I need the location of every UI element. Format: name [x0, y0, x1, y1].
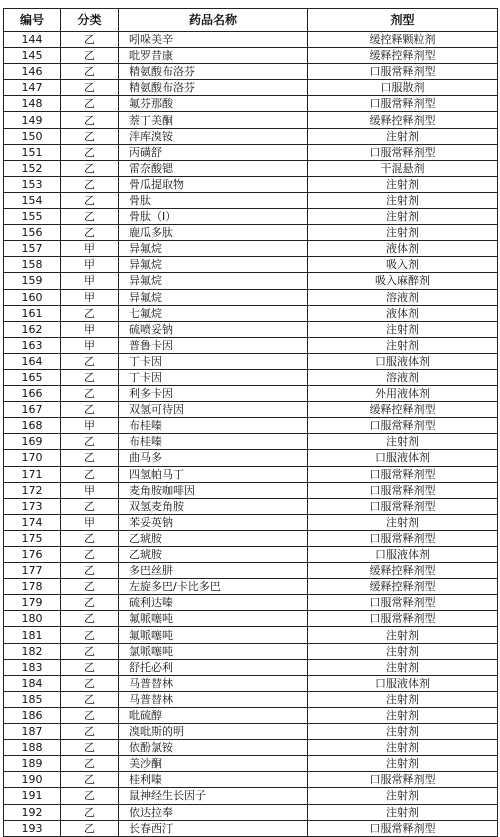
cell-drug-name: 布桂嗪: [119, 434, 308, 450]
cell-number: 179: [4, 595, 61, 611]
cell-drug-name: 利多卡因: [119, 386, 308, 402]
cell-number: 156: [4, 225, 61, 241]
cell-number: 174: [4, 514, 61, 530]
cell-number: 149: [4, 112, 61, 128]
cell-dosage-form: 液体剂: [308, 305, 498, 321]
cell-dosage-form: 注射剂: [308, 788, 498, 804]
cell-category: 乙: [61, 579, 119, 595]
table-row: [4, 498, 498, 514]
cell-category: 乙: [61, 176, 119, 192]
cell-dosage-form: 外用液体剂: [308, 386, 498, 402]
cell-number: 171: [4, 466, 61, 482]
cell-dosage-form: 注射剂: [308, 225, 498, 241]
table-row: [4, 450, 498, 466]
cell-number: 181: [4, 627, 61, 643]
cell-category: 乙: [61, 466, 119, 482]
cell-drug-name: 硫喷妥钠: [119, 321, 308, 337]
cell-drug-name: 鹿瓜多肽: [119, 225, 308, 241]
cell-dosage-form: 口服散剂: [308, 80, 498, 96]
cell-dosage-form: 口服常释剂型: [308, 820, 498, 836]
table-row: [4, 707, 498, 723]
table-row: [4, 466, 498, 482]
cell-number: 177: [4, 563, 61, 579]
cell-dosage-form: 注射剂: [308, 691, 498, 707]
table-row: [4, 611, 498, 627]
cell-dosage-form: 注射剂: [308, 209, 498, 225]
table-row: [4, 209, 498, 225]
cell-category: 乙: [61, 643, 119, 659]
cell-drug-name: 异氟烷: [119, 273, 308, 289]
cell-dosage-form: 溶液剂: [308, 289, 498, 305]
cell-dosage-form: 注射剂: [308, 337, 498, 353]
cell-category: 乙: [61, 48, 119, 64]
cell-number: 186: [4, 707, 61, 723]
table-row: [4, 691, 498, 707]
cell-dosage-form: 口服常释剂型: [308, 144, 498, 160]
cell-category: 乙: [61, 772, 119, 788]
cell-number: 165: [4, 369, 61, 385]
cell-category: 乙: [61, 498, 119, 514]
cell-category: 乙: [61, 305, 119, 321]
cell-number: 184: [4, 675, 61, 691]
cell-category: 甲: [61, 289, 119, 305]
cell-number: 191: [4, 788, 61, 804]
cell-drug-name: 苯妥英钠: [119, 514, 308, 530]
cell-number: 190: [4, 772, 61, 788]
table-row: [4, 418, 498, 434]
table-row: [4, 241, 498, 257]
cell-dosage-form: 口服常释剂型: [308, 482, 498, 498]
table-header: [4, 9, 498, 32]
cell-number: 189: [4, 756, 61, 772]
cell-drug-name: 氟哌噻吨: [119, 627, 308, 643]
cell-drug-name: 左旋多巴/卡比多巴: [119, 579, 308, 595]
cell-category: 甲: [61, 273, 119, 289]
cell-category: 乙: [61, 80, 119, 96]
cell-drug-name: 布桂嗪: [119, 418, 308, 434]
cell-category: 甲: [61, 257, 119, 273]
cell-dosage-form: 口服液体剂: [308, 675, 498, 691]
table-row: [4, 595, 498, 611]
cell-number: 155: [4, 209, 61, 225]
cell-category: 乙: [61, 64, 119, 80]
cell-number: 158: [4, 257, 61, 273]
cell-dosage-form: 注射剂: [308, 176, 498, 192]
cell-dosage-form: 注射剂: [308, 627, 498, 643]
table-row: [4, 305, 498, 321]
cell-category: 乙: [61, 112, 119, 128]
cell-number: 150: [4, 128, 61, 144]
cell-drug-name: 多巴丝肼: [119, 563, 308, 579]
table-row: [4, 80, 498, 96]
cell-number: 152: [4, 160, 61, 176]
cell-number: 147: [4, 80, 61, 96]
cell-dosage-form: 注射剂: [308, 740, 498, 756]
cell-drug-name: 吲哚美辛: [119, 32, 308, 48]
cell-drug-name: 氟芬那酸: [119, 96, 308, 112]
cell-drug-name: 依酚氯铵: [119, 740, 308, 756]
cell-drug-name: 异氟烷: [119, 257, 308, 273]
cell-drug-name: 乙琥胺: [119, 547, 308, 563]
cell-dosage-form: 口服液体剂: [308, 450, 498, 466]
cell-drug-name: 双氢麦角胺: [119, 498, 308, 514]
cell-dosage-form: 口服常释剂型: [308, 595, 498, 611]
cell-category: 乙: [61, 756, 119, 772]
cell-number: 153: [4, 176, 61, 192]
table-row: [4, 337, 498, 353]
cell-drug-name: 乙琥胺: [119, 530, 308, 546]
cell-category: 乙: [61, 707, 119, 723]
table-row: [4, 804, 498, 820]
cell-category: 甲: [61, 514, 119, 530]
cell-number: 178: [4, 579, 61, 595]
cell-category: 乙: [61, 804, 119, 820]
cell-category: 乙: [61, 96, 119, 112]
cell-dosage-form: 注射剂: [308, 659, 498, 675]
cell-drug-name: 骨肽（Ⅰ）: [119, 209, 308, 225]
cell-drug-name: 马普替林: [119, 675, 308, 691]
cell-category: 乙: [61, 627, 119, 643]
cell-number: 159: [4, 273, 61, 289]
table-row: [4, 772, 498, 788]
drug-table: [3, 8, 498, 837]
cell-number: 188: [4, 740, 61, 756]
cell-drug-name: 曲马多: [119, 450, 308, 466]
cell-category: 甲: [61, 337, 119, 353]
table-row: [4, 273, 498, 289]
table-body: [4, 32, 498, 837]
cell-dosage-form: 口服常释剂型: [308, 772, 498, 788]
cell-drug-name: 美沙酮: [119, 756, 308, 772]
table-row: [4, 643, 498, 659]
cell-drug-name: 七氟烷: [119, 305, 308, 321]
cell-number: 157: [4, 241, 61, 257]
cell-category: 乙: [61, 595, 119, 611]
table-row: [4, 32, 498, 48]
cell-drug-name: 舒托必利: [119, 659, 308, 675]
cell-dosage-form: 注射剂: [308, 514, 498, 530]
cell-category: 乙: [61, 563, 119, 579]
table-row: [4, 144, 498, 160]
table-row: [4, 353, 498, 369]
cell-number: 180: [4, 611, 61, 627]
cell-dosage-form: 缓释控释剂型: [308, 563, 498, 579]
table-row: [4, 257, 498, 273]
cell-drug-name: 骨肽: [119, 192, 308, 208]
cell-dosage-form: 注射剂: [308, 707, 498, 723]
cell-number: 144: [4, 32, 61, 48]
header-number: 编号: [4, 9, 61, 32]
cell-number: 187: [4, 724, 61, 740]
table-row: [4, 225, 498, 241]
cell-category: 乙: [61, 691, 119, 707]
table-row: [4, 627, 498, 643]
cell-dosage-form: 注射剂: [308, 724, 498, 740]
table-row: [4, 579, 498, 595]
cell-drug-name: 长春西汀: [119, 820, 308, 836]
cell-drug-name: 四氢帕马丁: [119, 466, 308, 482]
cell-number: 154: [4, 192, 61, 208]
cell-category: 乙: [61, 369, 119, 385]
cell-drug-name: 普鲁卡因: [119, 337, 308, 353]
cell-number: 183: [4, 659, 61, 675]
cell-category: 乙: [61, 225, 119, 241]
cell-dosage-form: 吸入剂: [308, 257, 498, 273]
cell-category: 甲: [61, 418, 119, 434]
cell-number: 193: [4, 820, 61, 836]
cell-dosage-form: 注射剂: [308, 756, 498, 772]
table-row: [4, 112, 498, 128]
cell-drug-name: 硫利达嗪: [119, 595, 308, 611]
cell-category: 乙: [61, 820, 119, 836]
cell-dosage-form: 注射剂: [308, 643, 498, 659]
cell-dosage-form: 口服常释剂型: [308, 530, 498, 546]
cell-number: 162: [4, 321, 61, 337]
cell-category: 乙: [61, 788, 119, 804]
cell-drug-name: 精氨酸布洛芬: [119, 64, 308, 80]
cell-dosage-form: 缓释控释剂型: [308, 579, 498, 595]
table-row: [4, 563, 498, 579]
cell-category: 乙: [61, 160, 119, 176]
cell-drug-name: 依达拉奉: [119, 804, 308, 820]
cell-number: 175: [4, 530, 61, 546]
table-row: [4, 820, 498, 836]
header-row: [4, 9, 498, 32]
cell-category: 乙: [61, 611, 119, 627]
cell-category: 乙: [61, 144, 119, 160]
cell-dosage-form: 口服常释剂型: [308, 418, 498, 434]
cell-dosage-form: 吸入麻醉剂: [308, 273, 498, 289]
cell-number: 167: [4, 402, 61, 418]
cell-category: 乙: [61, 530, 119, 546]
cell-number: 170: [4, 450, 61, 466]
cell-category: 乙: [61, 724, 119, 740]
cell-dosage-form: 注射剂: [308, 321, 498, 337]
cell-dosage-form: 口服液体剂: [308, 547, 498, 563]
cell-dosage-form: 干混悬剂: [308, 160, 498, 176]
cell-dosage-form: 注射剂: [308, 192, 498, 208]
cell-number: 164: [4, 353, 61, 369]
cell-dosage-form: 注射剂: [308, 434, 498, 450]
cell-drug-name: 桂利嗪: [119, 772, 308, 788]
table-row: [4, 96, 498, 112]
cell-category: 乙: [61, 128, 119, 144]
cell-number: 169: [4, 434, 61, 450]
cell-drug-name: 雷奈酸锶: [119, 160, 308, 176]
cell-drug-name: 氟哌噻吨: [119, 611, 308, 627]
cell-category: 乙: [61, 659, 119, 675]
table-row: [4, 128, 498, 144]
header-drug-name: 药品名称: [119, 9, 308, 32]
table-row: [4, 192, 498, 208]
table-row: [4, 64, 498, 80]
table-row: [4, 756, 498, 772]
cell-number: 145: [4, 48, 61, 64]
table-row: [4, 160, 498, 176]
table-row: [4, 514, 498, 530]
cell-dosage-form: 口服常释剂型: [308, 611, 498, 627]
cell-category: 乙: [61, 740, 119, 756]
cell-category: 乙: [61, 32, 119, 48]
table-row: [4, 48, 498, 64]
cell-drug-name: 鼠神经生长因子: [119, 788, 308, 804]
cell-number: 192: [4, 804, 61, 820]
cell-dosage-form: 缓控释颗粒剂: [308, 32, 498, 48]
cell-category: 乙: [61, 434, 119, 450]
cell-dosage-form: 口服常释剂型: [308, 498, 498, 514]
cell-number: 173: [4, 498, 61, 514]
cell-drug-name: 异氟烷: [119, 289, 308, 305]
table-row: [4, 176, 498, 192]
cell-number: 172: [4, 482, 61, 498]
cell-drug-name: 吡罗昔康: [119, 48, 308, 64]
cell-number: 185: [4, 691, 61, 707]
cell-number: 161: [4, 305, 61, 321]
cell-dosage-form: 口服常释剂型: [308, 64, 498, 80]
cell-dosage-form: 注射剂: [308, 128, 498, 144]
cell-dosage-form: 缓释控释剂型: [308, 402, 498, 418]
table-row: [4, 788, 498, 804]
cell-drug-name: 麦角胺咖啡因: [119, 482, 308, 498]
cell-category: 乙: [61, 675, 119, 691]
cell-number: 148: [4, 96, 61, 112]
table-row: [4, 289, 498, 305]
cell-drug-name: 丁卡因: [119, 369, 308, 385]
cell-drug-name: 丙磺舒: [119, 144, 308, 160]
table-row: [4, 434, 498, 450]
cell-number: 166: [4, 386, 61, 402]
cell-drug-name: 氯哌噻吨: [119, 643, 308, 659]
cell-category: 甲: [61, 241, 119, 257]
table-row: [4, 530, 498, 546]
cell-drug-name: 溴吡斯的明: [119, 724, 308, 740]
table-row: [4, 675, 498, 691]
cell-dosage-form: 口服常释剂型: [308, 466, 498, 482]
cell-dosage-form: 溶液剂: [308, 369, 498, 385]
cell-drug-name: 萘丁美酮: [119, 112, 308, 128]
table-row: [4, 321, 498, 337]
cell-drug-name: 异氟烷: [119, 241, 308, 257]
cell-number: 160: [4, 289, 61, 305]
cell-dosage-form: 口服液体剂: [308, 353, 498, 369]
cell-category: 乙: [61, 402, 119, 418]
cell-category: 乙: [61, 386, 119, 402]
cell-category: 乙: [61, 353, 119, 369]
table-row: [4, 402, 498, 418]
cell-number: 151: [4, 144, 61, 160]
cell-dosage-form: 液体剂: [308, 241, 498, 257]
cell-drug-name: 泮库溴铵: [119, 128, 308, 144]
table-row: [4, 386, 498, 402]
cell-drug-name: 丁卡因: [119, 353, 308, 369]
cell-category: 乙: [61, 192, 119, 208]
cell-number: 163: [4, 337, 61, 353]
cell-category: 甲: [61, 321, 119, 337]
cell-drug-name: 精氨酸布洛芬: [119, 80, 308, 96]
cell-drug-name: 双氢可待因: [119, 402, 308, 418]
cell-category: 乙: [61, 209, 119, 225]
cell-drug-name: 骨瓜提取物: [119, 176, 308, 192]
table-row: [4, 482, 498, 498]
cell-category: 乙: [61, 450, 119, 466]
table-row: [4, 369, 498, 385]
cell-drug-name: 马普替林: [119, 691, 308, 707]
cell-dosage-form: 注射剂: [308, 804, 498, 820]
cell-number: 182: [4, 643, 61, 659]
table-row: [4, 659, 498, 675]
cell-category: 乙: [61, 547, 119, 563]
header-dosage-form: 剂型: [308, 9, 498, 32]
cell-number: 146: [4, 64, 61, 80]
cell-number: 176: [4, 547, 61, 563]
cell-category: 甲: [61, 482, 119, 498]
cell-dosage-form: 口服常释剂型: [308, 96, 498, 112]
cell-dosage-form: 缓释控释剂型: [308, 48, 498, 64]
table-row: [4, 740, 498, 756]
cell-dosage-form: 缓释控释剂型: [308, 112, 498, 128]
cell-drug-name: 吡硫醇: [119, 707, 308, 723]
table-row: [4, 547, 498, 563]
header-category: 分类: [61, 9, 119, 32]
cell-number: 168: [4, 418, 61, 434]
table-row: [4, 724, 498, 740]
